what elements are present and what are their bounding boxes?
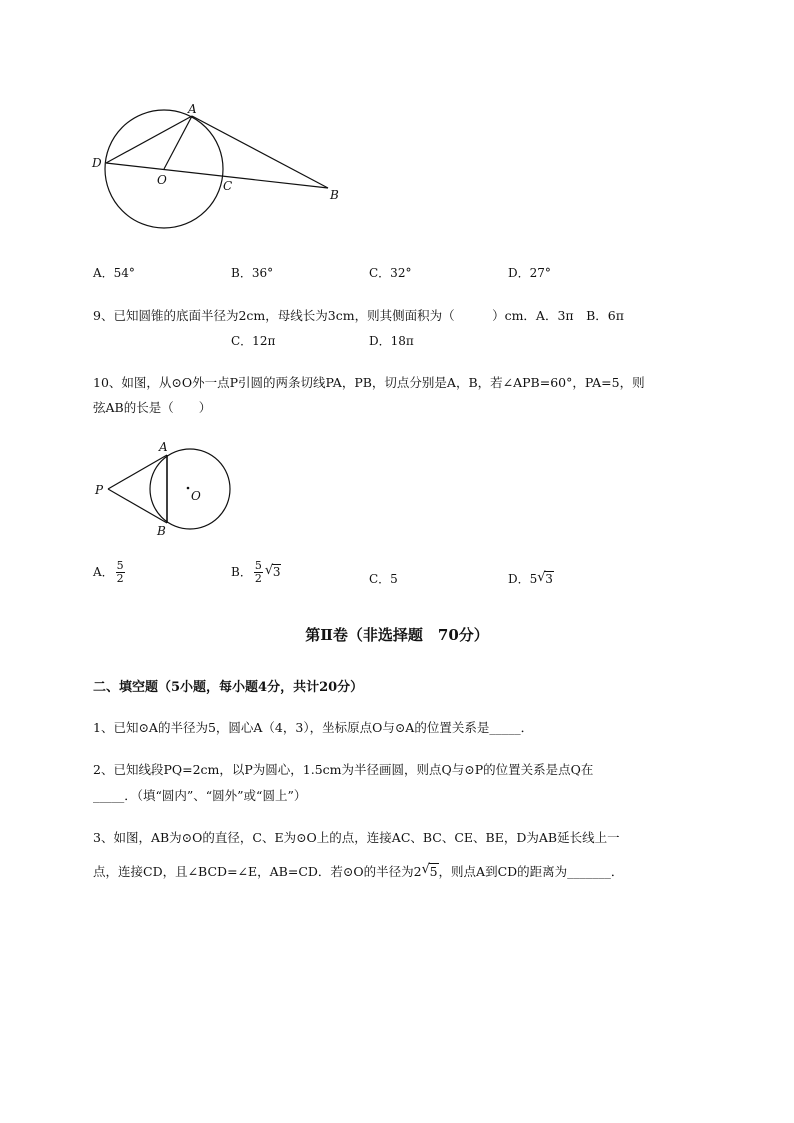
fill-question-1: 1、已知⊙A的半径为5，圆心A（4，3），坐标原点O与⊙A的位置关系是_____． <box>93 720 534 735</box>
fraction-denominator: 2 <box>116 572 124 585</box>
circle-o-q10 <box>150 449 230 529</box>
label-b-q10: B <box>157 524 166 538</box>
label-d: D <box>92 156 102 170</box>
radical-sign: √ <box>421 862 430 877</box>
fraction-numerator: 5 <box>254 559 262 572</box>
segment-ab <box>192 116 328 188</box>
q8-option-d[interactable]: D．27° <box>508 266 551 280</box>
q9-option-d[interactable]: D．18π <box>369 334 414 348</box>
radicand: 3 <box>272 565 281 579</box>
section-2-heading: 二、填空题（5小题，每小题4分，共计20分） <box>93 680 364 695</box>
fraction-5-over-2 <box>254 560 263 585</box>
fill-3-text-part-a: 点，连接CD，且∠BCD=∠E，AB=CD．若⊙O的半径为2 <box>93 864 422 879</box>
label-b: B <box>330 188 339 202</box>
q8-option-a[interactable]: A．54° <box>93 266 135 280</box>
label-o: O <box>157 173 167 187</box>
q10-option-a[interactable] <box>93 560 127 585</box>
radicand: 3 <box>545 572 553 586</box>
label-a-q10: A <box>159 440 168 454</box>
label-a: A <box>188 102 197 116</box>
fill-question-2-line2: _____．（填“圆内”、“圆外”或“圆上”） <box>93 788 307 803</box>
q8-option-c[interactable]: C．32° <box>369 266 412 280</box>
q10-option-c[interactable]: C．5 <box>369 572 398 586</box>
fill-question-2-line1: 2、已知线段PQ=2cm，以P为圆心，1.5cm为半径画圆，则点Q与⊙P的位置关系是点Q在 <box>93 762 594 777</box>
sqrt-5 <box>422 864 439 879</box>
option-b-prefix: B． <box>231 565 252 579</box>
fill-3-text-part-b: ，则点A到CD的距离为_______． <box>438 864 624 879</box>
part-2-title: 第Ⅱ卷（非选择题 70分） <box>305 626 489 644</box>
q8-option-b[interactable]: B．36° <box>231 266 274 280</box>
fraction-5-over-2 <box>116 560 125 585</box>
question-10-line1: 10、如图，从⊙O外一点P引圆的两条切线PA，PB，切点分别是A，B，若∠APB=60°，PA=5，则 <box>93 375 645 390</box>
tangent-lines-figure-q10 <box>90 438 240 543</box>
q10-option-b[interactable] <box>231 560 281 585</box>
fill-question-3-line2 <box>93 862 623 880</box>
q9-option-c[interactable]: C．12π <box>231 334 276 348</box>
q10-option-d[interactable] <box>508 570 554 587</box>
segment-db <box>106 163 328 188</box>
question-10-line2: 弦AB的长是（ ） <box>93 400 212 415</box>
fill-question-3-line1: 3、如图，AB为⊙O的直径，C、E为⊙O上的点，连接AC、BC、CE、BE，D为AB延长线上一 <box>93 830 620 845</box>
label-o-q10: O <box>191 489 201 503</box>
option-a-prefix: A． <box>93 565 114 579</box>
label-c: C <box>223 179 233 193</box>
label-p: P <box>95 483 104 497</box>
fraction-denominator: 2 <box>254 572 262 585</box>
radical-sign: √ <box>537 570 546 585</box>
center-dot <box>187 487 190 490</box>
question-9-text: 9、已知圆锥的底面半径为2cm，母线长为3cm，则其侧面积为（ ）cm．A．3π B．6π <box>93 308 624 323</box>
sqrt-3 <box>537 572 554 586</box>
sqrt-3 <box>265 565 282 579</box>
tangent-pa <box>108 455 167 489</box>
option-d-prefix: D．5 <box>508 572 538 586</box>
radicand: 5 <box>429 864 438 879</box>
fraction-numerator: 5 <box>116 559 124 572</box>
radical-sign: √ <box>264 563 274 578</box>
tangent-pb <box>108 489 167 523</box>
circle-tangent-figure-q8 <box>85 100 355 260</box>
